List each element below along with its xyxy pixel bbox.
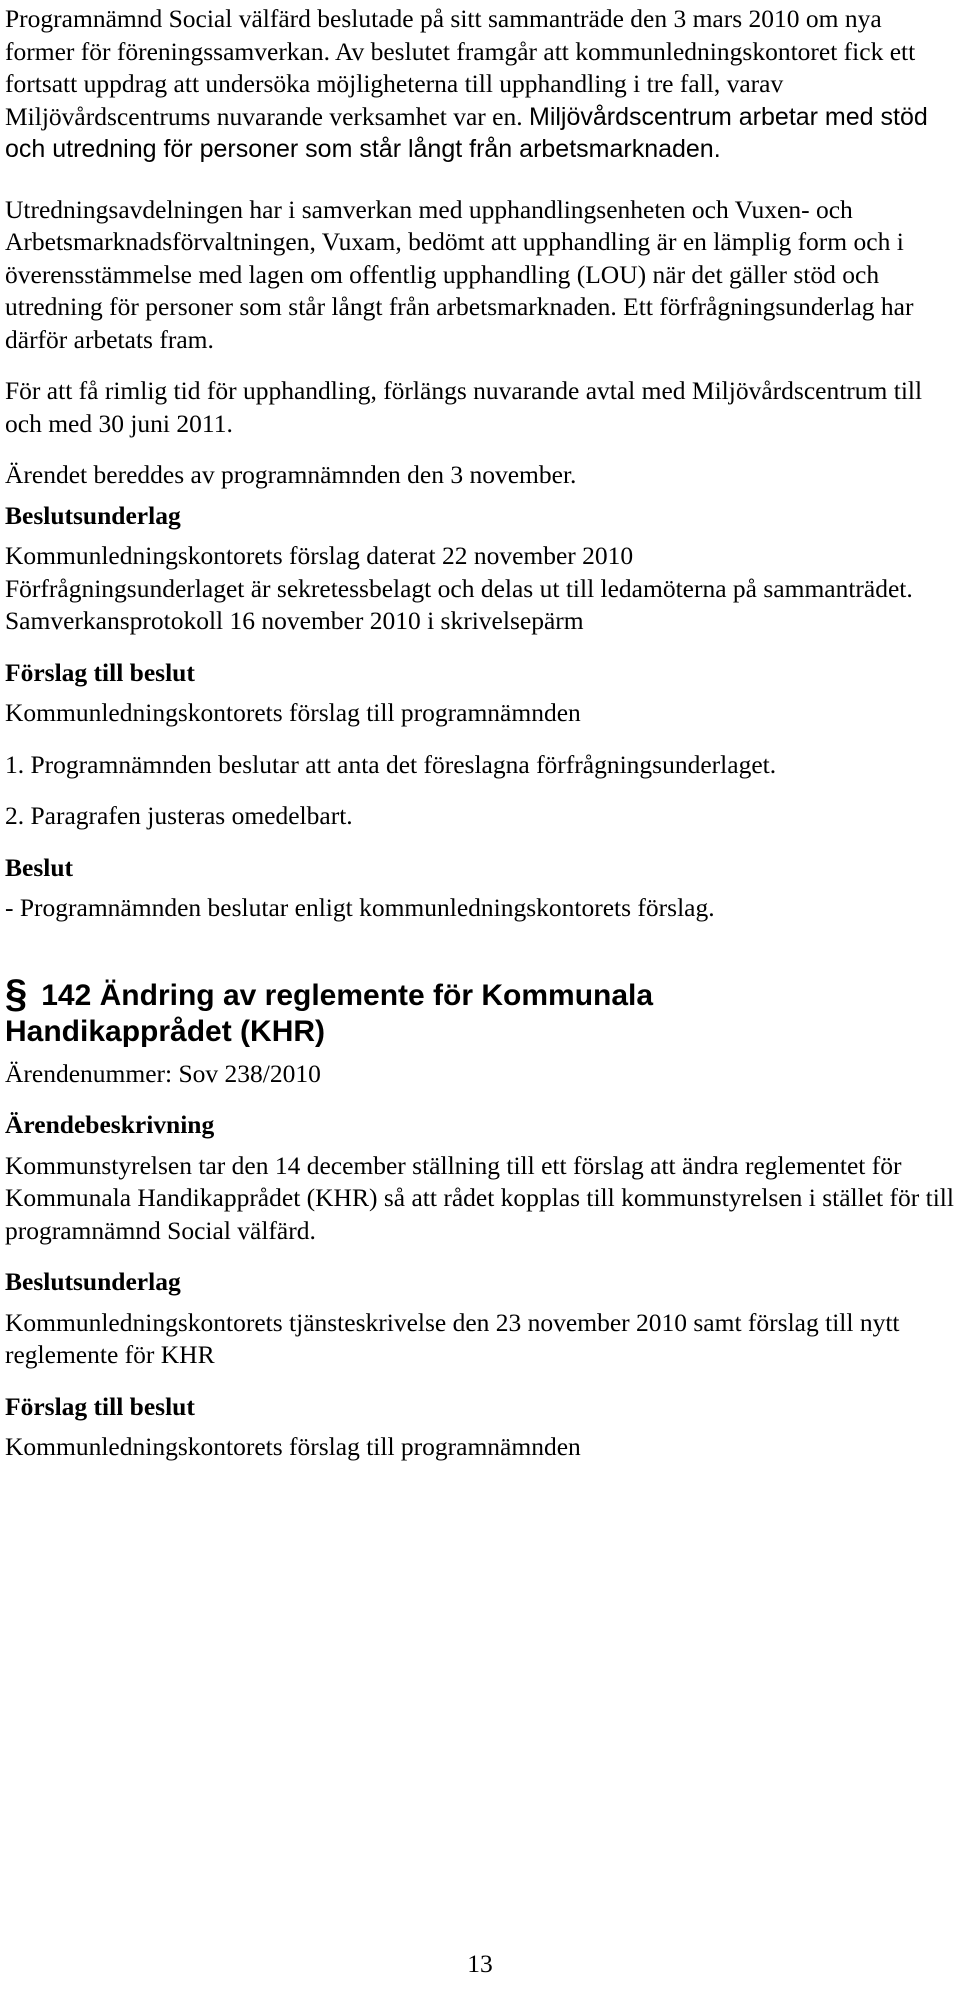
beslutsunderlag-heading: Beslutsunderlag [5, 500, 181, 530]
beslutsunderlag-item: Samverkansprotokoll 16 november 2010 i skrivelsepärm [5, 606, 584, 635]
intro-paragraph-1 [5, 3, 955, 166]
page-number: 13 [467, 1949, 493, 1978]
section-142-title-text-1: 142 Ändring av reglemente för Kommunala [41, 978, 654, 1012]
beslutsunderlag-heading-142: Beslutsunderlag [5, 1267, 181, 1296]
section-142-title-line-1 [5, 971, 955, 1016]
forslag-text-142: Kommunledningskontorets förslag till programnämnden [5, 1432, 581, 1461]
intro-paragraph-4: Ärendet bereddes av programnämnden den 3 november. [5, 460, 577, 489]
arendebeskrivning-text: Kommunstyrelsen tar den 14 december ställning till ett förslag att ändra reglementet för Kommunala Handikapprådet (KHR) så att rådet kopplas till kommunstyrelsen i stället för till programnämnd Social välfärd. [5, 1150, 954, 1245]
beslut-text: - Programnämnden beslutar enligt kommunledningskontorets förslag. [5, 893, 715, 922]
decision-point: 1. Programnämnden beslutar att anta det föreslagna förfrågningsunderlaget. [5, 749, 777, 779]
forslag-heading: Förslag till beslut [5, 657, 195, 687]
intro-paragraph-1-text: Programnämnd Social välfärd beslutade på sitt sammanträde den 3 mars 2010 om nya former för föreningssamverkan. Av beslutet framgår att kommunledningskontoret fick ett fortsatt uppdrag att undersöka möjligheterna till upphandling i tre fall, varav Miljövårdscentrums nuvarande verksamhet var en. [5, 4, 916, 131]
forslag-text: Kommunledningskontorets förslag till programnämnden [5, 698, 581, 727]
beslutsunderlag-item: Förfrågningsunderlaget är sekretessbelagt och delas ut till ledamöterna på sammanträdet. [5, 573, 913, 603]
section-142-title [5, 971, 955, 1050]
section-142-title-line-2: Handikapprådet (KHR) [5, 1014, 326, 1048]
beslutsunderlag-text-142: Kommunledningskontorets tjänsteskrivelse den 23 november 2010 samt förslag till nytt reglemente för KHR [5, 1307, 900, 1369]
beslutsunderlag-item: Kommunledningskontorets förslag daterat 22 november 2010 [5, 541, 634, 570]
intro-paragraph-2: Utredningsavdelningen har i samverkan med upphandlingsenheten och Vuxen- och Arbetsmarknadsförvaltningen, Vuxam, bedömt att upphandling är en lämplig form och i överensstämmelse med lagen om offentlig upphandling (LOU) när det gäller stöd och utredning för personer som står långt från arbetsmarknaden. Ett förfrågningsunderlag har därför arbetats fram. [5, 194, 914, 354]
beslut-heading: Beslut [5, 852, 74, 882]
intro-paragraph-3: För att få rimlig tid för upphandling, förlängs nuvarande avtal med Miljövårdscentrum till och med 30 juni 2011. [5, 376, 923, 438]
decision-point: 2. Paragrafen justeras omedelbart. [5, 801, 353, 830]
arendebeskrivning-heading: Ärendebeskrivning [5, 1110, 215, 1139]
paragraph-symbol: § [5, 971, 28, 1016]
intro-paragraph-1-sans-text: Miljövårdscentrum arbetar med stöd och utredning för personer som står långt från arbetsmarknaden. [5, 102, 928, 163]
arendenummer: Ärendenummer: Sov 238/2010 [5, 1058, 321, 1088]
forslag-heading-142: Förslag till beslut [5, 1391, 195, 1421]
document-page [5, 0, 955, 1464]
